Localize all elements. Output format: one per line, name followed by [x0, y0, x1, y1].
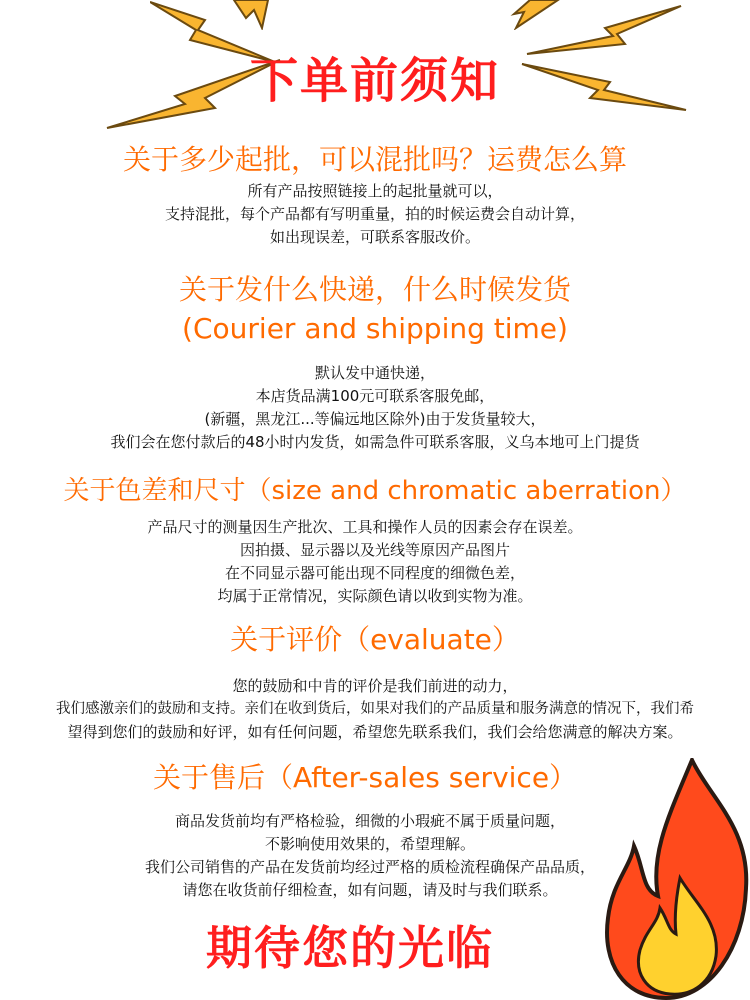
section-line: 我们公司销售的产品在发货前均经过严格的质检流程确保产品品质， [144, 858, 595, 876]
section-heading-batch: 关于多少起批，可以混批吗？运费怎么算 [122, 143, 627, 176]
section-line: 支持混批，每个产品都有写明重量，拍的时候运费会自动计算， [164, 205, 585, 223]
section-line: 您的鼓励和中肯的评价是我们前进的动力， [232, 677, 518, 695]
section-heading-after-sales: 关于售后（After-sales service） [152, 761, 578, 794]
section-line: 本店货品满100元可联系客服免邮， [255, 387, 495, 405]
section-line: 所有产品按照链接上的起批量就可以， [247, 182, 503, 200]
section-line: 我们感激亲们的鼓励和支持。亲们在收到货后，如果对我们的产品质量和服务满意的情况下，我们希 [56, 701, 694, 717]
section-line: 均属于正常情况，实际颜色请以收到实物为准。 [217, 587, 533, 605]
section-line: 因拍摄、显示器以及光线等原因产品图片 [239, 541, 510, 559]
section-line: 默认发中通快递， [314, 364, 435, 382]
section-line: 望得到您们的鼓励和好评，如有任何问题，希望您先联系我们，我们会给您满意的解决方案。 [67, 723, 683, 741]
lightning-bolt-icon [232, 0, 272, 30]
section-line: 请您在收货前仔细检查，如有问题，请及时与我们联系。 [182, 881, 558, 899]
section-line: 产品尺寸的测量因生产批次、工具和操作人员的因素会存在误差。 [147, 518, 583, 536]
page-title: 下单前须知 [249, 53, 500, 109]
section-line: 不影响使用效果的，希望理解。 [264, 835, 475, 853]
section-line: 我们会在您付款后的48小时内发货，如需急件可联系客服，义乌本地可上门提货 [110, 433, 640, 451]
section-line: (新疆，黑龙江...等偏远地区除外)由于发货量较大， [204, 410, 546, 428]
section-heading-shipping: 关于发什么快递，什么时候发货 [178, 273, 571, 306]
section-line: 在不同显示器可能出现不同程度的细微色差， [224, 564, 525, 582]
section-heading-size-color: 关于色差和尺寸（size and chromatic aberration） [63, 476, 687, 506]
section-heading-evaluate: 关于评价（evaluate） [230, 623, 520, 656]
closing-slogan: 期待您的光临 [206, 921, 494, 975]
section-heading-shipping-en: (Courier and shipping time) [182, 312, 568, 345]
section-line: 商品发货前均有严格检验，细微的小瑕疵不属于质量问题， [174, 812, 565, 830]
section-line: 如出现误差，可联系客服改价。 [269, 228, 480, 246]
